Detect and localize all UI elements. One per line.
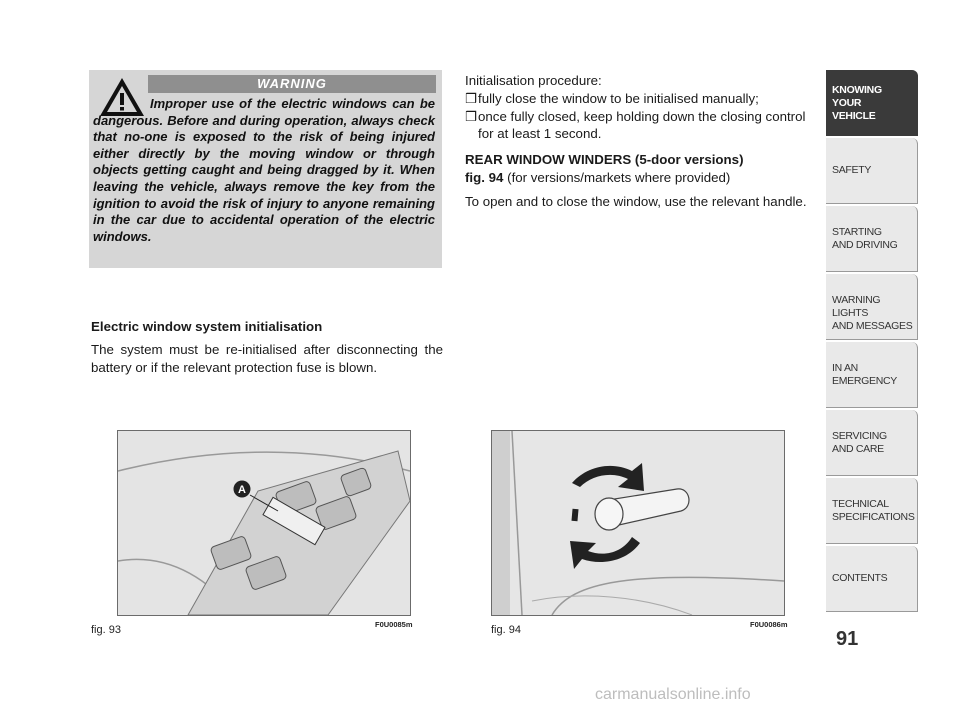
right-column [465, 72, 817, 211]
nav-tab-servicing-and-care[interactable]: SERVICING AND CARE [826, 410, 918, 476]
figure-94-code: F0U0086m [750, 620, 788, 629]
initialisation-body: The system must be re-initialised after disconnecting the battery or if the relevant protection fuse is blown. [91, 341, 443, 375]
rear-windows-body: To open and to close the window, use the relevant handle. [465, 193, 807, 209]
section-heading-rear-windows: REAR WINDOW WINDERS (5-door versions) fig. 94 (for versions/markets where provided) [465, 152, 744, 185]
nav-tab-safety[interactable]: SAFETY [826, 138, 918, 204]
nav-tab-knowing-your-vehicle[interactable]: KNOWING YOUR VEHICLE [826, 70, 918, 136]
nav-tab-warning-lights[interactable]: WARNING LIGHTS AND MESSAGES [826, 274, 918, 340]
figure-94-image [491, 430, 785, 616]
figure-93-image [117, 430, 411, 616]
list-item: ❒ once fully closed, keep holding down the closing control for at least 1 second. [465, 108, 806, 142]
checkbox-bullet-icon: ❒ [465, 108, 477, 124]
checkbox-bullet-icon: ❒ [465, 90, 477, 106]
callout-a-icon [233, 480, 251, 498]
list-item: ❒ fully close the window to be initialised manually; [465, 90, 759, 106]
svg-text:A: A [238, 484, 246, 496]
figure-94-caption: fig. 94 [491, 624, 521, 636]
nav-tab-in-an-emergency[interactable]: IN AN EMERGENCY [826, 342, 918, 408]
figure-93-caption: fig. 93 [91, 624, 121, 636]
watermark: carmanualsonline.info [595, 686, 751, 703]
procedure-intro: Initialisation procedure: [465, 73, 602, 88]
page-number: 91 [836, 628, 859, 650]
warning-title: WARNING [148, 75, 436, 93]
figure-93-code: F0U0085m [375, 620, 413, 629]
warning-text: Improper use of the electric windows can be dangerous. Before and during operation, always check that no-one is exposed to the risk of being injured either directly by the moving window or through objects getting caught and being dragged by it. When leaving the vehicle, always remove the key from the ignition to avoid the risk of injury to anyone remaining in the car due to accidental operation of the electric windows. [93, 96, 435, 244]
section-heading-initialisation: Electric window system initialisation [91, 319, 323, 334]
nav-tab-starting-and-driving[interactable]: STARTING AND DRIVING [826, 206, 918, 272]
left-column [91, 318, 443, 376]
nav-tab-contents[interactable]: CONTENTS [826, 546, 918, 612]
nav-tab-technical-specifications[interactable]: TECHNICAL SPECIFICATIONS [826, 478, 918, 544]
